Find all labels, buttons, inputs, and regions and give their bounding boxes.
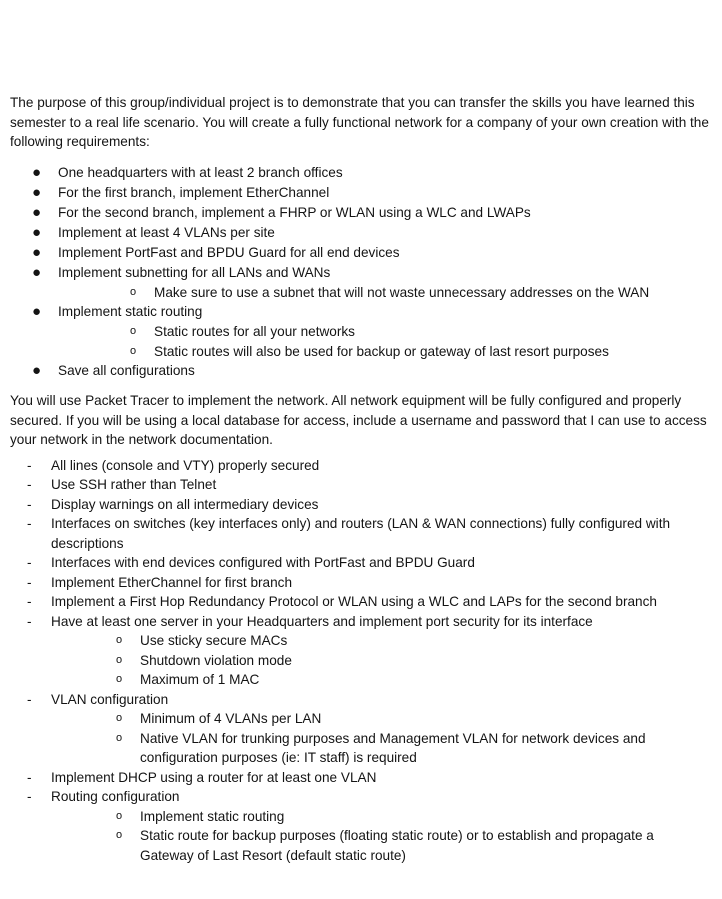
- bullet-marker: ●: [32, 163, 42, 181]
- bullet-marker: ●: [32, 303, 42, 320]
- dash-marker: -: [27, 477, 32, 492]
- list-item-text: Interfaces on switches (key interfaces only) and routers (LAN & WAN connections) fully configured with descriptions: [51, 516, 671, 551]
- bullet-marker: ●: [32, 263, 42, 281]
- list-item-text: Implement PortFast and BPDU Guard for all end devices: [58, 244, 400, 260]
- sub-list-item: [51, 709, 710, 729]
- sub-bullet-marker: o: [116, 653, 123, 666]
- list-item-text: Implement subnetting for all LANs and WANs: [58, 264, 331, 280]
- sub-bullet-marker: o: [116, 731, 123, 744]
- requirements-list: [10, 163, 710, 382]
- sub-list-item-text: Native VLAN for trunking purposes and Management VLAN for network devices and configuration purposes (ie: IT staff) is required: [140, 730, 646, 765]
- dash-marker: -: [27, 594, 32, 609]
- list-item-text: Display warnings on all intermediary devices: [51, 496, 319, 512]
- dash-marker: -: [27, 613, 32, 629]
- sub-list: [51, 631, 710, 690]
- sub-list-item: [58, 342, 710, 362]
- sub-list-item-text: Minimum of 4 VLANs per LAN: [140, 711, 322, 726]
- dash-marker: -: [27, 789, 32, 804]
- list-item-text: Implement DHCP using a router for at least one VLAN: [51, 769, 377, 785]
- sub-bullet-marker: o: [116, 634, 123, 646]
- list-item: [10, 514, 710, 553]
- sub-list-item: [51, 729, 710, 768]
- list-item-text: Save all configurations: [58, 363, 195, 378]
- list-item-text: Implement static routing: [58, 304, 203, 319]
- tools-paragraph: You will use Packet Tracer to implement the network. All network equipment will be fully configured and properly secured. If you will be using a local database for access, include a username and password that I can use to access your network in the network documentation.: [10, 393, 707, 447]
- list-item-text: Implement at least 4 VLANs per site: [58, 224, 275, 240]
- sub-list: [51, 807, 710, 866]
- list-item: [10, 263, 710, 303]
- list-item: [10, 302, 710, 361]
- dash-marker: -: [27, 496, 32, 512]
- list-item-text: VLAN configuration: [51, 691, 169, 707]
- sub-list-item: [51, 826, 710, 865]
- list-item-text: Interfaces with end devices configured with PortFast and BPDU Guard: [51, 555, 475, 570]
- sub-list-item-text: Static routes for all your networks: [154, 324, 355, 339]
- list-item: [10, 183, 710, 203]
- bullet-marker: ●: [32, 183, 42, 201]
- list-item-text: For the first branch, implement EtherChannel: [58, 184, 330, 200]
- list-item-text: Implement a First Hop Redundancy Protocol or WLAN using a WLC and LAPs for the second branch: [51, 594, 657, 609]
- sub-list-item: [58, 322, 710, 342]
- list-item-text: For the second branch, implement a FHRP or WLAN using a WLC and LWAPs: [58, 204, 531, 220]
- sub-bullet-marker: o: [116, 673, 123, 685]
- list-item-text: All lines (console and VTY) properly secured: [51, 457, 320, 473]
- dash-marker: -: [27, 769, 32, 785]
- sub-bullet-marker: o: [116, 829, 123, 841]
- sub-list-item: [51, 631, 710, 651]
- sub-bullet-marker: o: [116, 712, 123, 724]
- list-item: [10, 456, 710, 476]
- sub-list-item: [51, 651, 710, 671]
- document-body: [10, 93, 710, 865]
- sub-bullet-marker: o: [130, 344, 137, 357]
- sub-bullet-marker: o: [116, 809, 123, 822]
- list-item: [10, 243, 710, 263]
- sub-list-item-text: Maximum of 1 MAC: [140, 672, 260, 687]
- list-item-text: Use SSH rather than Telnet: [51, 477, 217, 492]
- list-item: [10, 223, 710, 243]
- dash-marker: -: [27, 516, 32, 531]
- list-item-text: Implement EtherChannel for first branch: [51, 574, 293, 590]
- list-item: [10, 787, 710, 865]
- list-item: [10, 361, 710, 381]
- sub-list-item: [51, 807, 710, 827]
- sub-list-item-text: Shutdown violation mode: [140, 652, 292, 668]
- sub-list: [51, 709, 710, 768]
- list-item: [10, 163, 710, 183]
- sub-bullet-marker: o: [130, 325, 137, 337]
- list-item: [10, 690, 710, 768]
- sub-list-item-text: Implement static routing: [140, 808, 285, 824]
- sub-list-item-text: Make sure to use a subnet that will not waste unnecessary addresses on the WAN: [154, 284, 650, 300]
- dash-marker: -: [27, 691, 32, 707]
- sub-list-item: [51, 670, 710, 690]
- sub-list: [58, 283, 710, 303]
- sub-list-item-text: Use sticky secure MACs: [140, 633, 288, 648]
- dash-marker: -: [27, 555, 32, 570]
- sub-list-item-text: Static route for backup purposes (floating static route) or to establish and propagate a Gateway of Last Resort (default static route): [140, 828, 654, 863]
- bullet-marker: ●: [32, 362, 42, 379]
- list-item-text: One headquarters with at least 2 branch offices: [58, 164, 343, 180]
- bullet-marker: ●: [32, 243, 42, 261]
- intro-paragraph: The purpose of this group/individual project is to demonstrate that you can transfer the skills you have learned this semester to a real life scenario. You will create a fully functional network for a company of your own creation with the following requirements:: [10, 95, 709, 149]
- list-item: [10, 612, 710, 690]
- sub-list: [58, 322, 710, 361]
- list-item: [10, 203, 710, 223]
- list-item: [10, 573, 710, 593]
- list-item: [10, 768, 710, 788]
- bullet-marker: ●: [32, 203, 42, 221]
- dash-marker: -: [27, 574, 32, 590]
- list-item: [10, 495, 710, 515]
- list-item: [10, 592, 710, 612]
- list-item: [10, 553, 710, 573]
- sub-list-item: [58, 283, 710, 303]
- list-item: [10, 475, 710, 495]
- list-item-text: Routing configuration: [51, 789, 180, 804]
- dash-marker: -: [27, 457, 32, 473]
- sub-bullet-marker: o: [130, 285, 137, 298]
- sub-list-item-text: Static routes will also be used for backup or gateway of last resort purposes: [154, 343, 609, 359]
- list-item-text: Have at least one server in your Headquarters and implement port security for its interface: [51, 613, 593, 629]
- configuration-list: [10, 456, 710, 866]
- bullet-marker: ●: [32, 223, 42, 241]
